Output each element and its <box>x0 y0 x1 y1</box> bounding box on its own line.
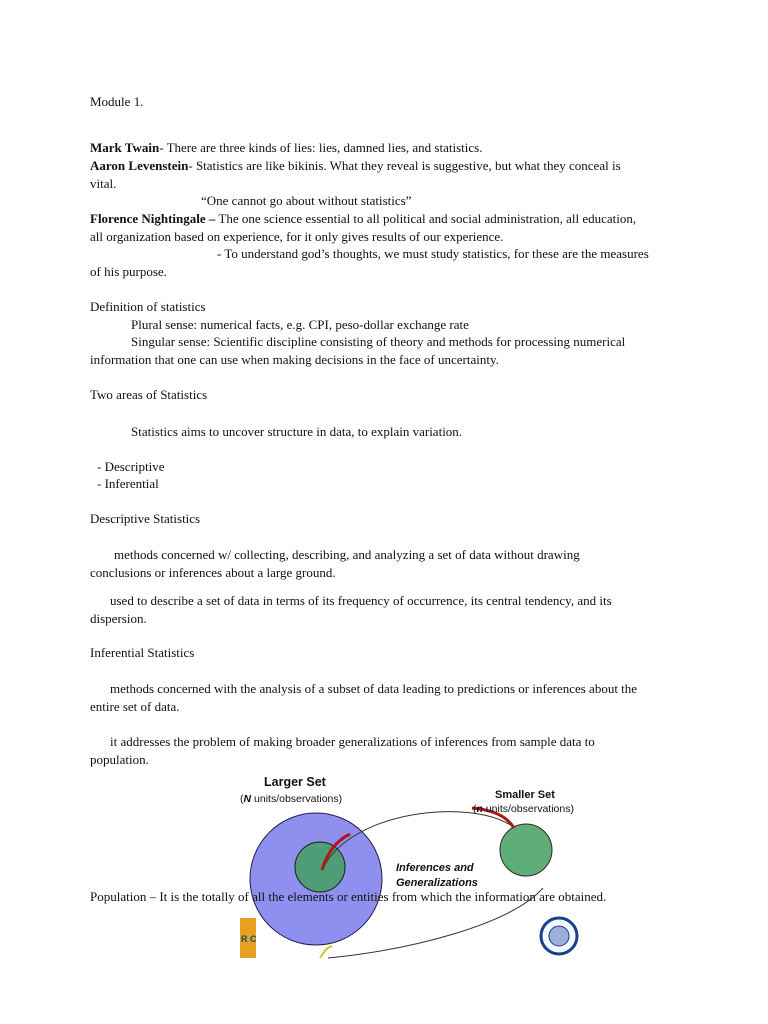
smaller-set-label: Smaller Set <box>495 789 555 801</box>
larger-set-label: Larger Set <box>264 775 326 789</box>
list-item-descriptive: - Descriptive <box>97 459 165 474</box>
two-areas-heading: Two areas of Statistics <box>90 387 208 402</box>
definition-heading: Definition of statistics <box>90 299 206 314</box>
list-item-inferential: - Inferential <box>97 476 159 491</box>
inferential-p2-line-2: population. <box>90 752 149 767</box>
quote-levenstein-cont: vital. <box>90 176 117 191</box>
quote-text: The one science essential to all political and social administration, all education, <box>215 211 637 226</box>
larger-set-units: (N units/observations) <box>240 793 343 805</box>
inference-label-1: Inferences and <box>396 862 474 874</box>
smaller-set-units: (n units/observations) <box>473 803 574 815</box>
quote-twain <box>90 140 482 156</box>
quote-author: Florence Nightingale – <box>90 211 216 226</box>
return-arrow <box>320 946 332 958</box>
inferential-heading: Inferential Statistics <box>90 645 195 660</box>
left-logo-text: R C <box>241 934 257 944</box>
nightingale-line-3: - To understand god’s thoughts, we must study statistics, for these are the measures <box>217 246 649 261</box>
population-definition: Population – It is the totally of all the elements or entities from which the information are obtained. <box>90 889 607 904</box>
quote-levenstein <box>90 158 621 174</box>
two-areas-aim: Statistics aims to uncover structure in data, to explain variation. <box>131 424 463 439</box>
right-logo-center <box>549 926 569 946</box>
descriptive-p2-line-2: dispersion. <box>90 611 147 626</box>
smaller-set-circle <box>500 824 552 876</box>
sample-subset-circle <box>295 842 345 892</box>
descriptive-p1-line-1: methods concerned w/ collecting, describing, and analyzing a set of data without drawing <box>114 547 580 562</box>
quote-nightingale <box>90 211 636 227</box>
inferential-p1-line-1: methods concerned with the analysis of a subset of data leading to predictions or inferences about the <box>110 681 638 696</box>
definition-singular-1: Singular sense: Scientific discipline consisting of theory and methods for processing numerical <box>131 334 626 349</box>
descriptive-p2-line-1: used to describe a set of data in terms of its frequency of occurrence, its central tendency, and its <box>110 593 612 608</box>
quote-text: - Statistics are like bikinis. What they reveal is suggestive, but what they conceal is <box>188 158 621 173</box>
definition-singular-2: information that one can use when making decisions in the face of uncertainty. <box>90 352 499 367</box>
nightingale-line-2: all organization based on experience, for it only gives results of our experience. <box>90 229 504 244</box>
quote-author: Aaron Levenstein <box>90 158 189 173</box>
left-logo <box>240 918 257 958</box>
sampling-diagram <box>240 770 580 960</box>
descriptive-p1-line-2: conclusions or inferences about a large ground. <box>90 565 336 580</box>
right-logo <box>541 918 577 954</box>
center-quote: “One cannot go about without statistics” <box>201 193 412 208</box>
quote-author: Mark Twain <box>90 140 160 155</box>
definition-plural: Plural sense: numerical facts, e.g. CPI, peso-dollar exchange rate <box>131 317 469 332</box>
module-heading: Module 1. <box>90 94 144 109</box>
inferential-p1-line-2: entire set of data. <box>90 699 180 714</box>
descriptive-heading: Descriptive Statistics <box>90 511 201 526</box>
nightingale-line-4: of his purpose. <box>90 264 167 279</box>
quote-text: - There are three kinds of lies: lies, damned lies, and statistics. <box>159 140 483 155</box>
inference-label-2: Generalizations <box>396 877 478 889</box>
inferential-p2-line-1: it addresses the problem of making broader generalizations of inferences from sample data to <box>110 734 595 749</box>
